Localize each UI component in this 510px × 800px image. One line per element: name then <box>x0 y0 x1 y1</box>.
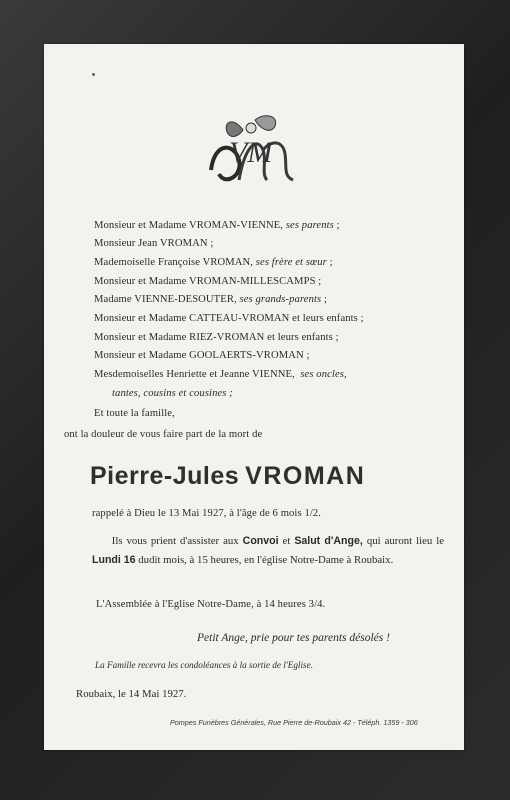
family-line-1: Monsieur et Madame VROMAN-VIENNE, ses parents ; <box>94 220 340 231</box>
svg-text:VM: VM <box>229 136 273 169</box>
place-date: Roubaix, le 14 Mai 1927. <box>76 688 187 700</box>
ink-dot <box>92 73 95 76</box>
family-line-5: Madame VIENNE-DESOUTER, ses grands-parents ; <box>94 294 328 305</box>
family-line-4: Monsieur et Madame VROMAN-MILLESCAMPS ; <box>94 276 322 287</box>
assemblee-text: L'Assemblée à l'Eglise Notre-Dame, à 14 heures 3/4. <box>96 599 326 610</box>
family-line-9: Mesdemoiselles Henriette et Jeanne VIENNE, ses oncles, <box>94 369 347 380</box>
printer-footer: Pompes Funèbres Générales, Rue Pierre de-Roubaix 42 - Téléph. 1359 - 306 <box>170 718 418 727</box>
family-line-6: Monsieur et Madame CATTEAU-VROMAN et leurs enfants ; <box>94 313 364 324</box>
deceased-name: Pierre-Jules VROMAN <box>90 462 366 490</box>
family-line-continuation: tantes, cousins et cousines ; <box>112 388 233 399</box>
douleur-text: ont la douleur de vous faire part de la mort de <box>64 429 263 440</box>
family-line-8: Monsieur et Madame GOOLAERTS-VROMAN ; <box>94 350 310 361</box>
prayer-text: Petit Ange, prie pour tes parents désolés ! <box>197 632 390 644</box>
family-line-3: Mademoiselle Françoise VROMAN, ses frère et sœur ; <box>94 257 333 268</box>
angel-monogram-emblem <box>205 110 305 190</box>
family-line-7: Monsieur et Madame RIEZ-VROMAN et leurs enfants ; <box>94 332 339 343</box>
family-line-2: Monsieur Jean VROMAN ; <box>94 238 214 249</box>
toute-la-famille: Et toute la famille, <box>94 408 175 419</box>
invitation-paragraph: Ils vous prient d'assister aux Convoi et Salut d'Ange, qui auront lieu le Lundi 16 dudit mois, à 15 heures, en l'église Notre-Dame à Roubaix. <box>92 535 445 566</box>
rappele-text: rappelé à Dieu le 13 Mai 1927, à l'âge de 6 mois 1/2. <box>92 508 322 519</box>
condoleances-text: La Famille recevra les condoléances à la sortie de l'Eglise. <box>95 660 313 670</box>
